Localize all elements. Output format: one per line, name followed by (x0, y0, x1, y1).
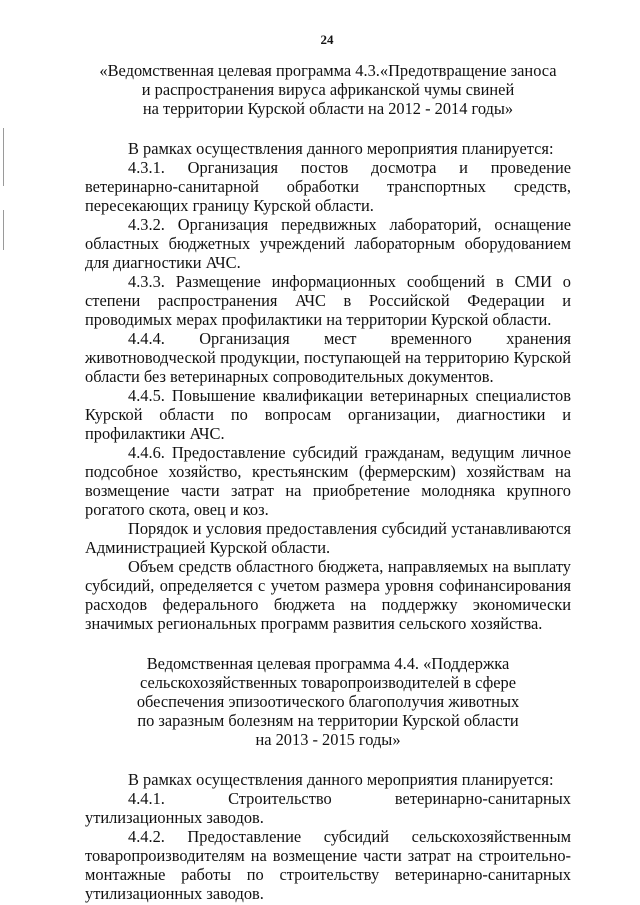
title-line: сельскохозяйственных товаропроизводителей в сфере (140, 673, 516, 692)
list-item: 4.4.4. Организация мест временного хранения животноводческой продукции, поступающей на территорию Курской области без ветеринарных сопроводительных документов. (85, 329, 571, 386)
section-intro: В рамках осуществления данного мероприятия планируется: (128, 139, 554, 158)
list-item: 4.4.1. Строительство ветеринарно-санитарных утилизационных заводов. (85, 789, 571, 827)
list-item: 4.4.6. Предоставление субсидий гражданам, ведущим личное подсобное хозяйство, крестьянским (фермерским) хозяйствам на возмещение части затрат на приобретение молодняка крупного рогатого скота, овец и коз. (85, 443, 571, 519)
section-title-4-4 (85, 654, 571, 749)
section-title-4-3 (85, 61, 571, 118)
paragraph: Порядок и условия предоставления субсидий устанавливаются Администрацией Курской области. (85, 519, 571, 557)
page-number: 24 (320, 32, 334, 47)
margin-scan-line (3, 210, 4, 250)
title-line: на 2013 - 2015 годы» (255, 730, 401, 749)
list-item: 4.3.3. Размещение информационных сообщений в СМИ о степени распространения АЧС в Российской Федерации и проводимых мерах профилактики на территории Курской области. (85, 272, 571, 329)
section-intro: В рамках осуществления данного мероприятия планируется: (128, 770, 554, 789)
margin-scan-line (3, 128, 4, 186)
list-item: 4.4.5. Повышение квалификации ветеринарных специалистов Курской области по вопросам организации, диагностики и профилактики АЧС. (85, 386, 571, 443)
section-body-4-4 (85, 770, 571, 903)
title-line: на территории Курской области на 2012 - 2014 годы» (142, 99, 514, 118)
title-line: обеспечения эпизоотического благополучия животных (136, 692, 520, 711)
document-body (85, 61, 571, 903)
list-item: 4.4.2. Предоставление субсидий сельскохозяйственным товаропроизводителям на возмещение части затрат на строительно-монтажные работы по строительству ветеринарно-санитарных утилизационных заводов. (85, 827, 571, 903)
list-item: 4.3.1. Организация постов досмотра и проведение ветеринарно-санитарной обработки транспортных средств, пересекающих границу Курской области. (85, 158, 571, 215)
list-item: 4.3.2. Организация передвижных лабораторий, оснащение областных бюджетных учреждений лабораторным оборудованием для диагностики АЧС. (85, 215, 571, 272)
title-line: по заразным болезням на территории Курской области (137, 711, 519, 730)
title-line: «Ведомственная целевая программа 4.3.«Предотвращение заноса (99, 61, 557, 80)
paragraph: Объем средств областного бюджета, направляемых на выплату субсидий, определяется с учетом размера уровня софинансирования расходов федерального бюджета на поддержку экономически значимых региональных программ развития сельского хозяйства. (85, 557, 571, 633)
title-line: и распространения вируса африканской чумы свиней (141, 80, 515, 99)
section-body-4-3 (85, 139, 571, 633)
title-line: Ведомственная целевая программа 4.4. «Поддержка (146, 654, 510, 673)
